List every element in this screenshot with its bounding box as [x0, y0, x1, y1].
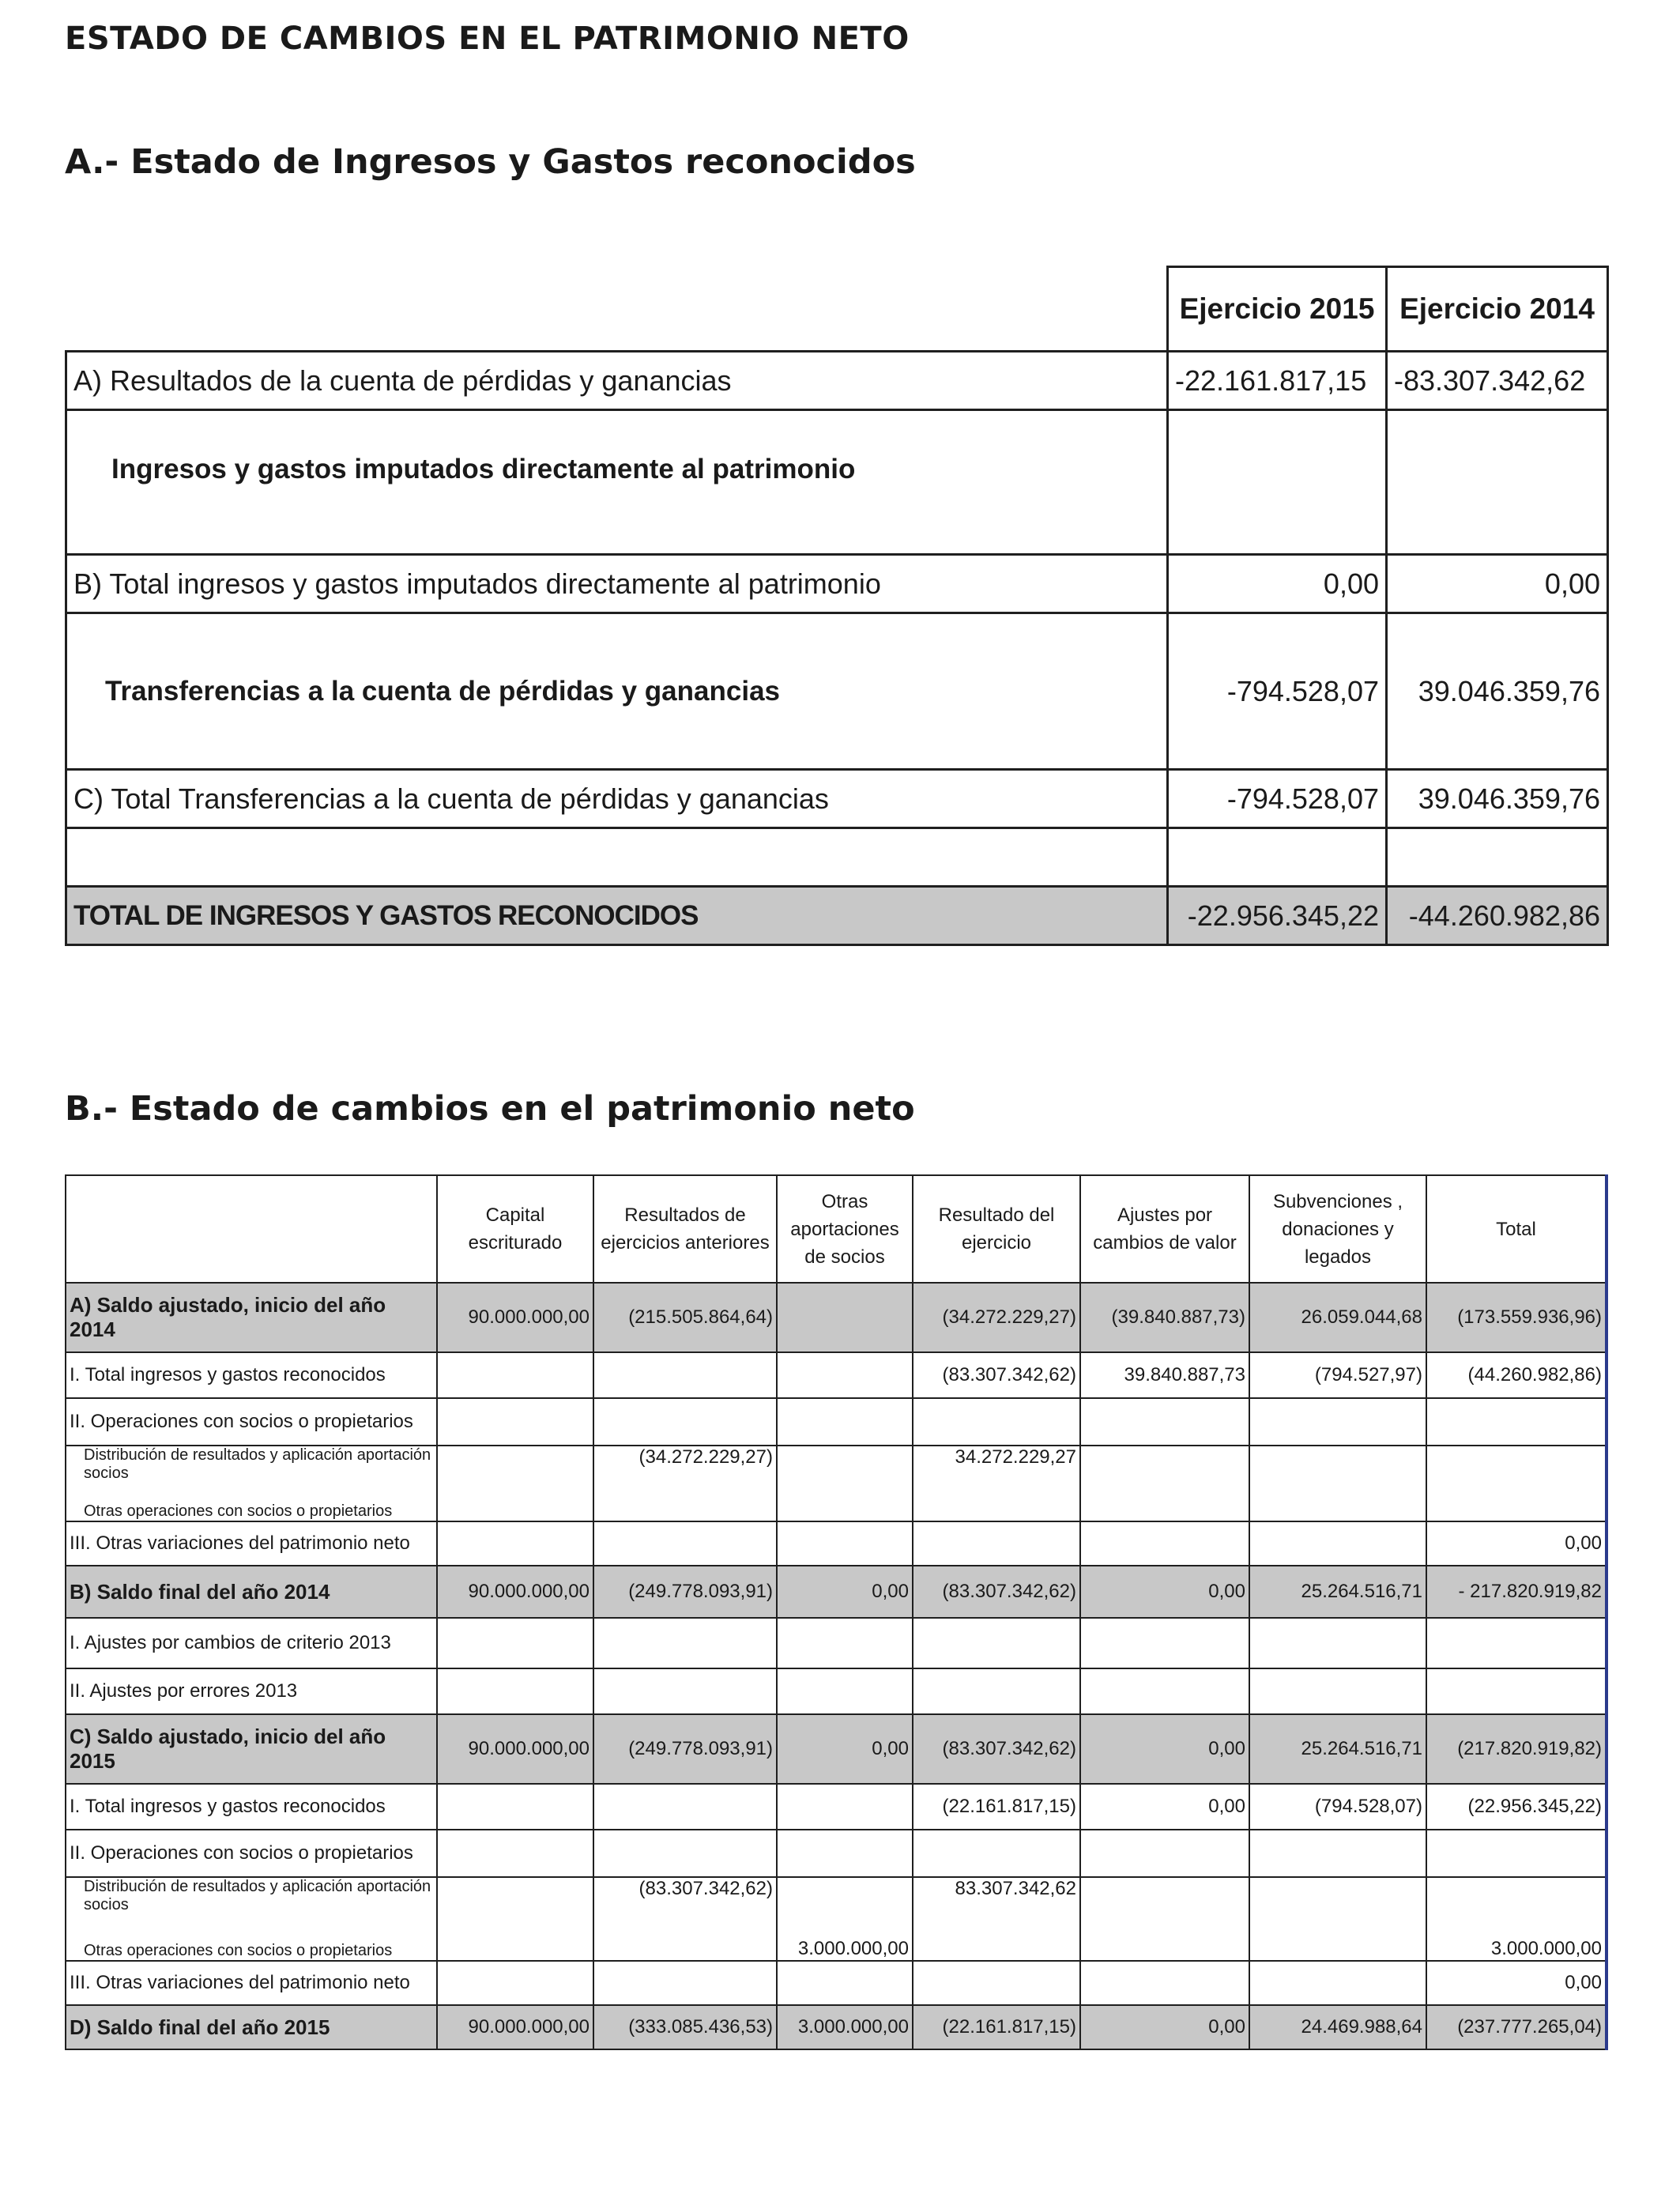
cell-value: 90.000.000,00 — [437, 1283, 593, 1352]
row-label: C) Saldo ajustado, inicio del año 2015 — [66, 1714, 437, 1784]
cell-value — [593, 1961, 777, 2005]
value-2015: -794.528,07 — [1168, 770, 1387, 828]
row-label: Ingresos y gastos imputados directamente al patrimonio — [66, 410, 1168, 555]
table-row — [66, 352, 1608, 410]
cell-value — [437, 1830, 593, 1877]
value-2015: -22.956.345,22 — [1168, 887, 1387, 945]
row-label: I. Total ingresos y gastos reconocidos — [66, 1352, 437, 1398]
value-2015 — [1168, 410, 1387, 555]
cell-value — [1080, 1877, 1249, 1920]
equity-changes-table — [65, 1174, 1608, 2050]
cell-value — [1249, 1830, 1426, 1877]
cell-value: 3.000.000,00 — [777, 1920, 913, 1961]
table-row — [66, 1961, 1607, 2005]
cell-value — [437, 1668, 593, 1714]
value-2014: 0,00 — [1387, 555, 1608, 613]
row-label: II. Ajustes por errores 2013 — [66, 1668, 437, 1714]
row-label: Transferencias a la cuenta de pérdidas y ganancias — [66, 613, 1168, 770]
row-label: III. Otras variaciones del patrimonio neto — [66, 1521, 437, 1566]
cell-value — [593, 1352, 777, 1398]
value-2014 — [1387, 828, 1608, 887]
cell-value — [913, 1618, 1080, 1668]
cell-value: (83.307.342,62) — [913, 1566, 1080, 1618]
cell-value — [593, 1488, 777, 1521]
cell-value — [777, 1521, 913, 1566]
cell-value: (249.778.093,91) — [593, 1714, 777, 1784]
value-2014: 39.046.359,76 — [1387, 613, 1608, 770]
cell-value — [437, 1521, 593, 1566]
cell-value — [1080, 1521, 1249, 1566]
cell-value — [1249, 1488, 1426, 1521]
cell-value: (217.820.919,82) — [1426, 1714, 1607, 1784]
cell-value — [1426, 1618, 1607, 1668]
cell-value: 0,00 — [1080, 1566, 1249, 1618]
cell-value — [913, 1668, 1080, 1714]
cell-value: 25.264.516,71 — [1249, 1566, 1426, 1618]
col-header: Subvenciones , donaciones y legados — [1249, 1175, 1426, 1283]
row-label: Otras operaciones con socios o propietarios — [66, 1488, 437, 1521]
cell-value — [593, 1920, 777, 1961]
cell-value — [777, 1877, 913, 1920]
cell-value: 90.000.000,00 — [437, 2005, 593, 2049]
cell-value: (22.956.345,22) — [1426, 1784, 1607, 1830]
cell-value: 0,00 — [1426, 1961, 1607, 2005]
table-row — [66, 1488, 1607, 1521]
cell-value — [593, 1668, 777, 1714]
table-row — [66, 2005, 1607, 2049]
value-2014: -44.260.982,86 — [1387, 887, 1608, 945]
cell-value: 83.307.342,62 — [913, 1877, 1080, 1920]
cell-value — [777, 1283, 913, 1352]
cell-value — [1249, 1668, 1426, 1714]
cell-value: (794.527,97) — [1249, 1352, 1426, 1398]
value-2015: -794.528,07 — [1168, 613, 1387, 770]
cell-value: 0,00 — [777, 1714, 913, 1784]
table-row — [66, 410, 1608, 555]
cell-value: (44.260.982,86) — [1426, 1352, 1607, 1398]
cell-value — [1426, 1446, 1607, 1488]
cell-value — [777, 1830, 913, 1877]
table-row — [66, 613, 1608, 770]
header-2015: Ejercicio 2015 — [1168, 267, 1387, 352]
table-row — [66, 828, 1608, 887]
value-2014: -83.307.342,62 — [1387, 352, 1608, 410]
cell-value: 3.000.000,00 — [1426, 1920, 1607, 1961]
table-row — [66, 1352, 1607, 1398]
cell-value: (83.307.342,62) — [913, 1352, 1080, 1398]
value-2014: 39.046.359,76 — [1387, 770, 1608, 828]
cell-value: (333.085.436,53) — [593, 2005, 777, 2049]
cell-value — [1426, 1877, 1607, 1920]
cell-value: (237.777.265,04) — [1426, 2005, 1607, 2049]
cell-value — [777, 1618, 913, 1668]
total-row — [66, 887, 1608, 945]
cell-value — [913, 1830, 1080, 1877]
cell-value — [913, 1920, 1080, 1961]
cell-value — [777, 1398, 913, 1446]
row-label: Distribución de resultados y aplicación aportación socios — [66, 1877, 437, 1920]
table-row — [66, 1398, 1607, 1446]
cell-value — [913, 1961, 1080, 2005]
col-header: Otras aportaciones de socios — [777, 1175, 913, 1283]
row-label — [66, 828, 1168, 887]
row-label: II. Operaciones con socios o propietarios — [66, 1830, 437, 1877]
cell-value — [1249, 1920, 1426, 1961]
header-empty-cell — [66, 1175, 437, 1283]
cell-value: 24.469.988,64 — [1249, 2005, 1426, 2049]
header-2014: Ejercicio 2014 — [1387, 267, 1608, 352]
cell-value: 34.272.229,27 — [913, 1446, 1080, 1488]
col-header: Resultados de ejercicios anteriores — [593, 1175, 777, 1283]
table-row — [66, 1668, 1607, 1714]
cell-value — [437, 1446, 593, 1488]
table-row — [66, 1618, 1607, 1668]
cell-value — [593, 1521, 777, 1566]
row-label: I. Ajustes por cambios de criterio 2013 — [66, 1618, 437, 1668]
cell-value — [913, 1521, 1080, 1566]
cell-value: (34.272.229,27) — [913, 1283, 1080, 1352]
cell-value — [913, 1488, 1080, 1521]
table-row — [66, 1920, 1607, 1961]
cell-value: 0,00 — [777, 1566, 913, 1618]
cell-value: (39.840.887,73) — [1080, 1283, 1249, 1352]
cell-value: (22.161.817,15) — [913, 2005, 1080, 2049]
cell-value — [1249, 1446, 1426, 1488]
table-row — [66, 555, 1608, 613]
cell-value: 90.000.000,00 — [437, 1714, 593, 1784]
cell-value — [1080, 1488, 1249, 1521]
section-a-heading: A.- Estado de Ingresos y Gastos reconocidos — [65, 142, 916, 182]
table-row — [66, 1784, 1607, 1830]
cell-value — [1080, 1398, 1249, 1446]
cell-value — [1426, 1398, 1607, 1446]
cell-value — [1426, 1830, 1607, 1877]
cell-value: (215.505.864,64) — [593, 1283, 777, 1352]
header-empty-cell — [66, 267, 1168, 352]
col-header: Capital escriturado — [437, 1175, 593, 1283]
cell-value: 0,00 — [1080, 1714, 1249, 1784]
cell-value — [437, 1618, 593, 1668]
cell-value — [1080, 1446, 1249, 1488]
cell-value — [437, 1877, 593, 1920]
table-header-row — [66, 1175, 1607, 1283]
row-label: B) Total ingresos y gastos imputados directamente al patrimonio — [66, 555, 1168, 613]
cell-value: - 217.820.919,82 — [1426, 1566, 1607, 1618]
row-label: III. Otras variaciones del patrimonio neto — [66, 1961, 437, 2005]
cell-value: (83.307.342,62) — [913, 1714, 1080, 1784]
cell-value — [437, 1784, 593, 1830]
table-row — [66, 1446, 1607, 1488]
table-row — [66, 770, 1608, 828]
value-2015 — [1168, 828, 1387, 887]
cell-value — [437, 1488, 593, 1521]
table-header-row — [66, 267, 1608, 352]
row-label: C) Total Transferencias a la cuenta de pérdidas y ganancias — [66, 770, 1168, 828]
row-label: Distribución de resultados y aplicación aportación socios — [66, 1446, 437, 1488]
section-b-heading: B.- Estado de cambios en el patrimonio neto — [65, 1089, 915, 1129]
cell-value: 39.840.887,73 — [1080, 1352, 1249, 1398]
table-row — [66, 1830, 1607, 1877]
cell-value — [593, 1784, 777, 1830]
cell-value: 90.000.000,00 — [437, 1566, 593, 1618]
cell-value — [1080, 1920, 1249, 1961]
value-2015: 0,00 — [1168, 555, 1387, 613]
cell-value — [593, 1830, 777, 1877]
cell-value — [1249, 1961, 1426, 2005]
cell-value — [437, 1920, 593, 1961]
row-label: D) Saldo final del año 2015 — [66, 2005, 437, 2049]
cell-value — [777, 1784, 913, 1830]
col-header: Ajustes por cambios de valor — [1080, 1175, 1249, 1283]
cell-value: (794.528,07) — [1249, 1784, 1426, 1830]
cell-value — [777, 1668, 913, 1714]
col-header: Resultado del ejercicio — [913, 1175, 1080, 1283]
row-label: II. Operaciones con socios o propietarios — [66, 1398, 437, 1446]
cell-value — [1249, 1521, 1426, 1566]
cell-value: (83.307.342,62) — [593, 1877, 777, 1920]
cell-value — [1080, 1668, 1249, 1714]
cell-value — [593, 1618, 777, 1668]
cell-value — [1426, 1668, 1607, 1714]
cell-value — [1249, 1877, 1426, 1920]
table-row — [66, 1877, 1607, 1920]
page-title: ESTADO DE CAMBIOS EN EL PATRIMONIO NETO — [65, 21, 910, 57]
cell-value — [437, 1352, 593, 1398]
row-label: A) Saldo ajustado, inicio del año 2014 — [66, 1283, 437, 1352]
cell-value: (249.778.093,91) — [593, 1566, 777, 1618]
cell-value: 3.000.000,00 — [777, 2005, 913, 2049]
cell-value: 26.059.044,68 — [1249, 1283, 1426, 1352]
value-2015: -22.161.817,15 — [1168, 352, 1387, 410]
cell-value: 0,00 — [1080, 2005, 1249, 2049]
cell-value — [1080, 1830, 1249, 1877]
cell-value: 0,00 — [1426, 1521, 1607, 1566]
cell-value — [437, 1398, 593, 1446]
cell-value — [777, 1961, 913, 2005]
table-row — [66, 1521, 1607, 1566]
cell-value — [777, 1446, 913, 1488]
cell-value — [777, 1488, 913, 1521]
row-label: TOTAL DE INGRESOS Y GASTOS RECONOCIDOS — [66, 887, 1168, 945]
table-row — [66, 1283, 1607, 1352]
table-row — [66, 1714, 1607, 1784]
cell-value — [593, 1398, 777, 1446]
cell-value: (34.272.229,27) — [593, 1446, 777, 1488]
row-label: I. Total ingresos y gastos reconocidos — [66, 1784, 437, 1830]
cell-value: (173.559.936,96) — [1426, 1283, 1607, 1352]
col-header: Total — [1426, 1175, 1607, 1283]
cell-value — [1249, 1618, 1426, 1668]
cell-value: 0,00 — [1080, 1784, 1249, 1830]
cell-value — [1080, 1618, 1249, 1668]
cell-value — [777, 1352, 913, 1398]
cell-value — [437, 1961, 593, 2005]
income-expense-table — [65, 266, 1609, 946]
cell-value: (22.161.817,15) — [913, 1784, 1080, 1830]
cell-value — [913, 1398, 1080, 1446]
row-label: A) Resultados de la cuenta de pérdidas y ganancias — [66, 352, 1168, 410]
cell-value — [1080, 1961, 1249, 2005]
row-label: B) Saldo final del año 2014 — [66, 1566, 437, 1618]
table-row — [66, 1566, 1607, 1618]
cell-value — [1249, 1398, 1426, 1446]
value-2014 — [1387, 410, 1608, 555]
row-label: Otras operaciones con socios o propietarios — [66, 1920, 437, 1961]
cell-value: 25.264.516,71 — [1249, 1714, 1426, 1784]
cell-value — [1426, 1488, 1607, 1521]
